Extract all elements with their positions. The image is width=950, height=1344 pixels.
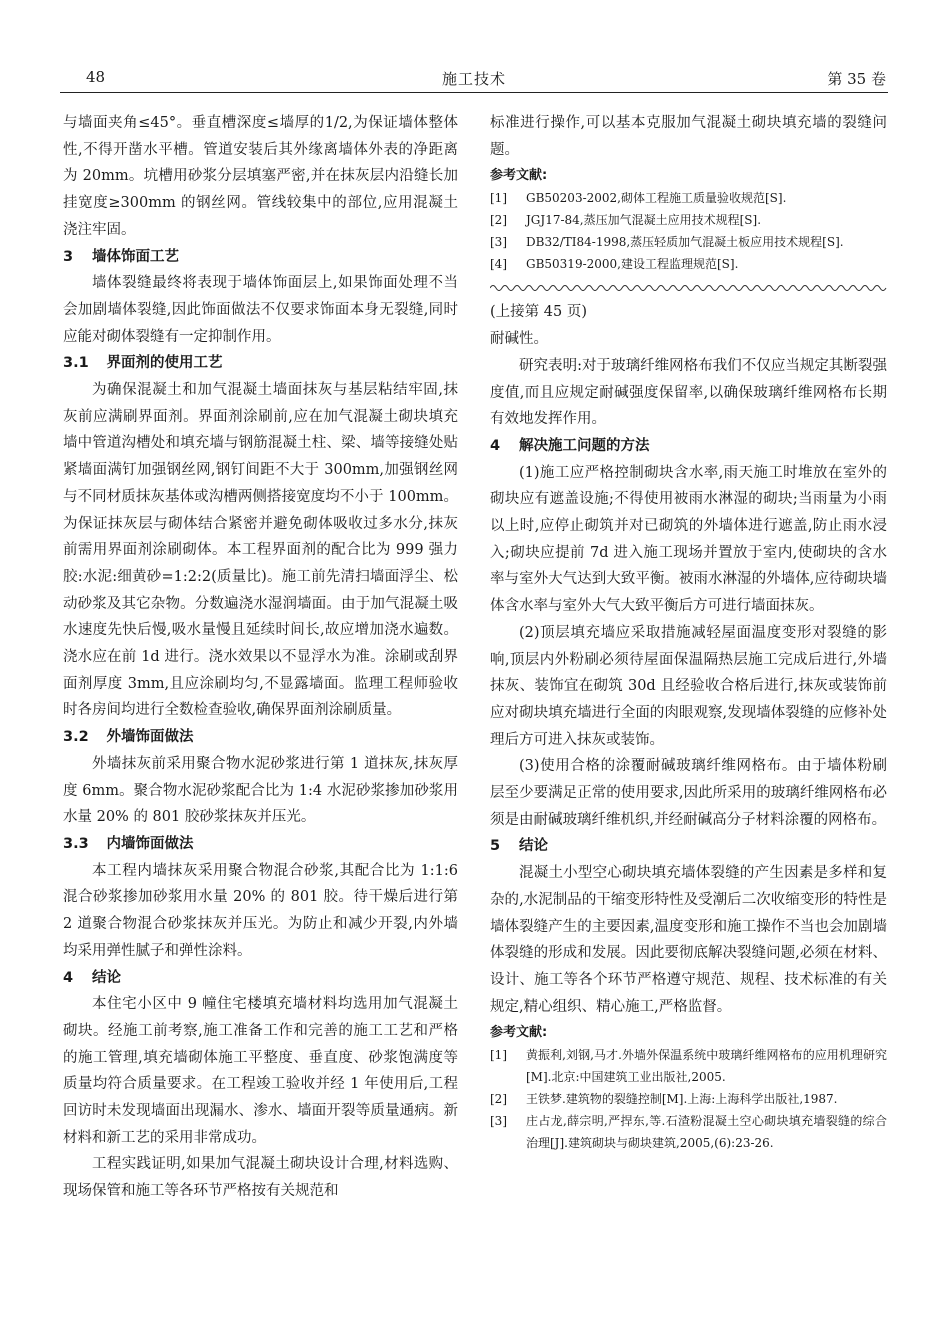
paragraph: (2)顶层填充墙应采取措施减轻屋面温度变形对裂缝的影响,顶层内外粉刷必须待屋面保温隔热层施工完成后进行,外墙抹灰、装饰宜在砌筑 30d 且经验收合格后进行,抹灰或装饰前应对砌块填充墙进行全面的肉眼观察,发现墙体裂缝的应修补处理后方可进入抹灰或装饰。 <box>490 624 887 748</box>
section-number: 3 <box>63 248 74 265</box>
section-title: 内墙饰面做法 <box>106 835 194 852</box>
paragraph: 工程实践证明,如果加气混凝土砌块设计合理,材料选购、现场保管和施工等各环节严格按有关规范和 <box>63 1156 458 1200</box>
section-title: 界面剂的使用工艺 <box>106 355 223 372</box>
reference-item <box>490 187 887 209</box>
section-title: 结论 <box>92 969 121 986</box>
section-number: 3.2 <box>63 729 89 746</box>
references-list <box>490 1044 887 1154</box>
paragraph: 本工程内墙抹灰采用聚合物混合砂浆,其配合比为 1:1:6 混合砂浆掺加砂浆用水量 20% 的 801 胶。待干燥后进行第 2 道聚合物混合砂浆抹灰并压光。为防止和减少开裂,内外墙均采用弹性腻子和弹性涂料。 <box>63 862 458 959</box>
subsection-heading <box>63 724 458 751</box>
section-number: 3.3 <box>63 835 89 852</box>
reference-text: GB50319-2000,建设工程监理规范[S]. <box>526 257 739 272</box>
reference-tag: [1] <box>490 1048 507 1063</box>
section-number: 5 <box>490 838 501 855</box>
references-title: 参考文献: <box>490 1025 548 1041</box>
paragraph: (3)使用合格的涂覆耐碱玻璃纤维网格布。由于墙体粉刷层至少要满足正常的使用要求,因此所采用的玻璃纤维网格布必须是由耐碱玻璃纤维机织,并经耐碱高分子材料涂覆的网格布。 <box>490 758 887 828</box>
references-list <box>490 187 887 275</box>
section-title: 结论 <box>519 838 548 855</box>
journal-title: 施工技术 <box>441 70 506 88</box>
section-title: 解决施工问题的方法 <box>519 437 650 454</box>
paragraph: 研究表明:对于玻璃纤维网格布我们不仅应当规定其断裂强度值,而且应规定耐碱强度保留率,以确保玻璃纤维网格布长期有效地发挥作用。 <box>490 357 887 428</box>
reference-tag: [2] <box>490 1092 507 1107</box>
reference-text: DB32/TI84-1998,蒸压轻质加气混凝土板应用技术规程[S]. <box>526 235 844 250</box>
section-heading <box>63 965 458 992</box>
reference-text: 黄振利,刘钢,马才.外墙外保温系统中玻璃纤维网格布的应用机理研究[M].北京:中国建筑工业出版社,2005. <box>526 1048 887 1085</box>
section-heading <box>490 433 887 460</box>
reference-tag: [4] <box>490 257 507 272</box>
section-number: 4 <box>490 437 501 454</box>
section-title: 外墙饰面做法 <box>106 729 194 746</box>
paragraph: 与墙面夹角≤45°。垂直槽深度≤墙厚的1/2,为保证墙体整体性,不得开凿水平槽。管道安装后其外缘离墙体外表的净距离为 20mm。坑槽用砂浆分层填塞严密,并在抹灰层内沿缝长加挂宽度≥300mm 的钢丝网。管线较集中的部位,应用混凝土浇注牢固。 <box>63 115 458 238</box>
paragraph: 混凝土小型空心砌块填充墙体裂缝的产生因素是多样和复杂的,水泥制品的干缩变形特性及受潮后二次收缩变形的特性是墙体裂缝产生的主要因素,温度变形和施工操作不当也会加剧墙体裂缝的形成和发展。因此要彻底解决裂缝问题,必须在材料、设计、施工等各个环节严格遵守规范、规程、技术标准的有关规定,精心组织、精心施工,严格监督。 <box>490 865 887 1015</box>
right-column <box>490 110 887 1154</box>
reference-item <box>490 209 887 231</box>
continuation-note: (上接第 45 页) <box>490 304 587 321</box>
reference-tag: [3] <box>490 1114 507 1129</box>
paragraph: 墙体裂缝最终将表现于墙体饰面层上,如果饰面处理不当会加剧墙体裂缝,因此饰面做法不仅要求饰面本身无裂缝,同时应能对砌体裂缝有一定抑制作用。 <box>63 275 458 345</box>
volume-label: 第 35 卷 <box>827 70 886 88</box>
wavy-divider <box>490 281 887 295</box>
reference-item <box>490 1088 887 1110</box>
reference-text: 王铁梦.建筑物的裂缝控制[M].上海:上海科学出版社,1987. <box>526 1092 838 1107</box>
section-heading <box>490 833 887 860</box>
reference-item <box>490 253 887 275</box>
reference-item <box>490 1044 887 1088</box>
section-number: 3.1 <box>63 355 89 372</box>
reference-tag: [3] <box>490 235 507 250</box>
reference-text: JGJ17-84,蒸压加气混凝土应用技术规程[S]. <box>526 213 762 228</box>
section-number: 4 <box>63 969 74 986</box>
paragraph: 耐碱性。 <box>490 331 548 348</box>
reference-text: 庄占龙,薛宗明,严捍东,等.石渣粉混凝土空心砌块填充墙裂缝的综合治理[J].建筑砌块与砌块建筑,2005,(6):23-26. <box>526 1114 887 1151</box>
reference-item <box>490 1110 887 1154</box>
references-title: 参考文献: <box>490 168 548 184</box>
left-column <box>63 110 458 1205</box>
reference-item <box>490 231 887 253</box>
reference-tag: [1] <box>490 191 507 206</box>
reference-text: GB50203-2002,砌体工程施工质量验收规范[S]. <box>526 191 787 206</box>
subsection-heading <box>63 831 458 858</box>
paragraph: 标准进行操作,可以基本克服加气混凝土砌块填充墙的裂缝问题。 <box>490 115 887 158</box>
page-number: 48 <box>86 68 106 86</box>
paragraph: 本住宅小区中 9 幢住宅楼填充墙材料均选用加气混凝土砌块。经施工前考察,施工准备工作和完善的施工工艺和严格的施工管理,填充墙砌体施工平整度、垂直度、砂浆饱满度等质量均符合质量要求。在工程竣工验收并经 1 年使用后,工程回访时未发现墙面出现漏水、渗水、墙面开裂等质量通病。新材料和新工艺的采用非常成功。 <box>63 996 458 1146</box>
section-title: 墙体饰面工艺 <box>92 248 179 265</box>
subsection-heading <box>63 350 458 377</box>
paragraph: 外墙抹灰前采用聚合物水泥砂浆进行第 1 道抹灰,抹灰厚度 6mm。聚合物水泥砂浆配合比为 1:4 水泥砂浆掺加砂浆用水量 20% 的 801 胶砂浆抹灰并压光。 <box>63 755 458 826</box>
paragraph: 为确保混凝土和加气混凝土墙面抹灰与基层粘结牢固,抹灰前应满刷界面剂。界面剂涂刷前,应在加气混凝土砌块填充墙中管道沟槽处和填充墙与钢筋混凝土柱、梁、墙等接缝处贴紧墙面满钉加强钢丝网,钢钉间距不大于 300mm,加强钢丝网与不同材质抹灰基体或沟槽两侧搭接宽度均不小于 100mm。为保证抹灰层与砌体结合紧密并避免砌体吸收过多水分,抹灰前需用界面剂涂刷砌体。本工程界面剂的配合比为 999 强力胶:水泥:细黄砂=1:2:2(质量比)。施工前先清扫墙面浮尘、松动砂浆及其它杂物。分数遍浇水湿润墙面。由于加气混凝土吸水速度先快后慢,吸水量慢且延续时间长,故应增加浇水遍数。浇水应在前 1d 进行。浇水效果以不显浮水为准。涂刷或刮界面剂厚度 3mm,且应涂刷均匀,不显露墙面。监理工程师验收时各房间均进行全数检查验收,确保界面剂涂刷质量。 <box>63 382 458 719</box>
page-header <box>60 66 888 93</box>
paragraph: (1)施工应严格控制砌块含水率,雨天施工时堆放在室外的砌块应有遮盖设施;不得使用被雨水淋湿的砌块;当雨量为小雨以上时,应停止砌筑并对已砌筑的外墙体进行遮盖,防止雨水浸入;砌块应提前 7d 进入施工现场并置放于室内,使砌块的含水率与室外大气达到大致平衡。被雨水淋湿的外墙体,应待砌块墙体含水率与室外大气大致平衡后方可进行墙面抹灰。 <box>490 464 887 615</box>
section-heading <box>63 244 458 271</box>
reference-tag: [2] <box>490 213 507 228</box>
